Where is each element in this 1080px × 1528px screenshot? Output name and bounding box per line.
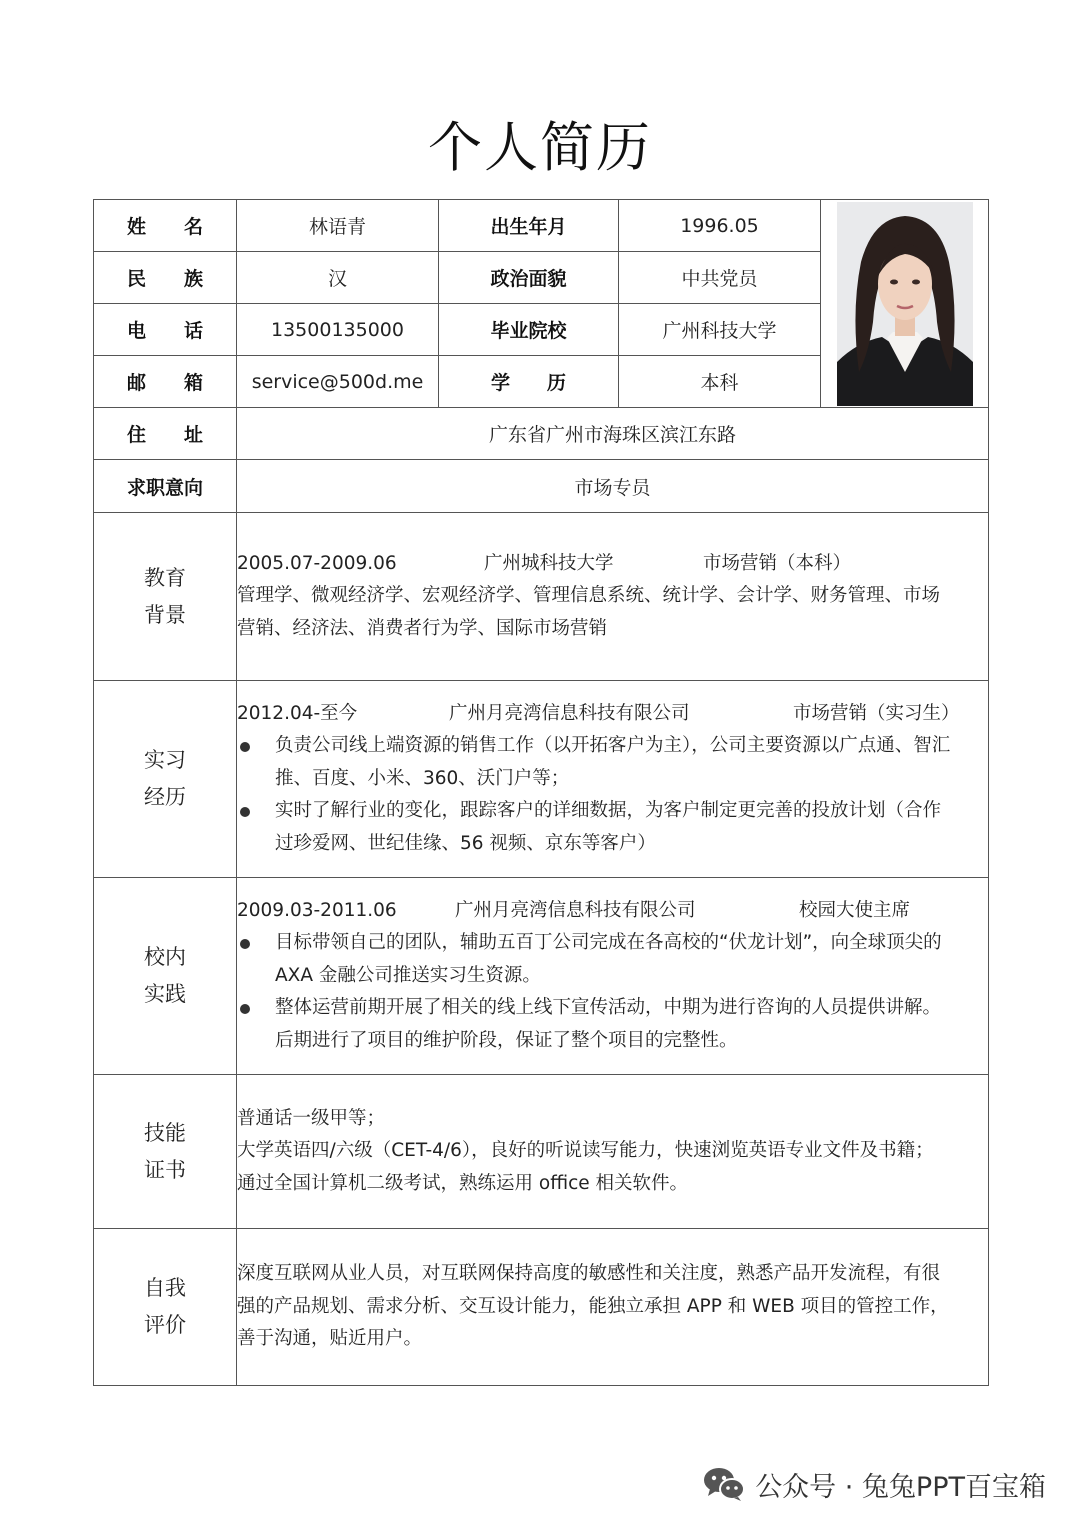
education-courses-2: 营销、经济法、消费者行为学、国际市场营销 <box>237 617 608 639</box>
row-address <box>94 408 989 460</box>
self-eval-line-3: 善于沟通，贴近用户。 <box>237 1328 423 1350</box>
campus-label-cell <box>94 878 237 1075</box>
education-body <box>237 513 989 681</box>
email-label-1: 邮 <box>127 372 147 394</box>
internship-label-cell <box>94 681 237 878</box>
address-label-cell <box>94 408 237 460</box>
political-value: 中共党员 <box>619 252 821 304</box>
phone-label-cell <box>94 304 237 356</box>
ethnic-label-cell <box>94 252 237 304</box>
wechat-icon <box>703 1466 745 1502</box>
ethnic-value: 汉 <box>237 252 439 304</box>
intent-label: 求职意向 <box>94 460 237 513</box>
internship-label-1: 实习 <box>144 748 186 772</box>
campus-label-1: 校内 <box>144 945 186 969</box>
education-courses-1: 管理学、微观经济学、宏观经济学、管理信息系统、统计学、会计学、财务管理、市场 <box>237 585 941 607</box>
internship-bullet-2-line-1: 实时了解行业的变化，跟踪客户的详细数据，为客户制定更完善的投放计划（合作 <box>275 800 942 822</box>
campus-org: 广州月亮湾信息科技有限公司 <box>455 899 696 921</box>
bullet-icon <box>237 992 275 1057</box>
ethnic-label-1: 民 <box>127 268 147 290</box>
self-eval-line-2: 强的产品规划、需求分析、交互设计能力，能独立承担 APP 和 WEB 项目的管控工作， <box>237 1295 949 1317</box>
degree-label-1: 学 <box>491 372 511 394</box>
address-label-1: 住 <box>127 424 147 446</box>
bullet-icon <box>237 730 275 795</box>
email-label-cell <box>94 356 237 408</box>
email-label-2: 箱 <box>183 372 203 394</box>
name-label-cell <box>94 200 237 252</box>
skills-label-1: 技能 <box>144 1120 186 1145</box>
internship-label-2: 经历 <box>144 785 186 809</box>
row-name <box>94 200 989 252</box>
ethnic-label-2: 族 <box>183 268 203 290</box>
footer-text: 公众号 · 兔兔PPT百宝箱 <box>755 1471 1046 1503</box>
self-eval-label-1: 自我 <box>144 1276 186 1300</box>
degree-label-2: 历 <box>546 372 566 394</box>
bullet-icon <box>237 927 275 992</box>
campus-bullet-1-line-2: AXA 金融公司推送实习生资源。 <box>275 964 541 986</box>
skills-line-1: 普通话一级甲等； <box>237 1107 386 1129</box>
phone-value: 13500135000 <box>237 304 439 356</box>
campus-bullet-2-line-1: 整体运营前期开展了相关的线上线下宣传活动，中期为进行咨询的人员提供讲解。 <box>275 997 942 1019</box>
education-period: 2005.07-2009.06 <box>237 552 397 574</box>
internship-period: 2012.04-至今 <box>237 702 358 724</box>
skills-label-2: 证书 <box>144 1157 186 1182</box>
education-label-2: 背景 <box>144 602 186 627</box>
school-value: 广州科技大学 <box>619 304 821 356</box>
bullet-icon <box>237 795 275 860</box>
campus-role: 校园大使主席 <box>799 899 911 921</box>
self-eval-label-cell <box>94 1229 237 1386</box>
internship-bullet-1-line-1: 负责公司线上端资源的销售工作（以开拓客户为主），公司主要资源以广点通、智汇 <box>275 735 951 757</box>
name-label-2: 名 <box>183 216 203 238</box>
name-label-1: 姓 <box>127 216 147 238</box>
campus-body <box>237 878 989 1075</box>
email-value: service@500d.me <box>237 356 439 408</box>
photo-cell <box>821 200 989 408</box>
page-title: 个人简历 <box>428 116 652 179</box>
education-label-cell <box>94 513 237 681</box>
internship-bullet-2-line-2: 过珍爱网、世纪佳缘、56 视频、京东等客户） <box>275 832 656 854</box>
campus-bullet <box>237 927 988 992</box>
campus-label-2: 实践 <box>144 982 186 1006</box>
degree-value: 本科 <box>619 356 821 408</box>
campus-period: 2009.03-2011.06 <box>237 899 397 921</box>
section-campus <box>94 878 989 1075</box>
campus-bullet <box>237 992 988 1057</box>
school-label: 毕业院校 <box>439 304 619 356</box>
section-skills <box>94 1075 989 1229</box>
internship-bullet <box>237 795 988 860</box>
self-eval-body <box>237 1229 989 1386</box>
intent-value: 市场专员 <box>237 460 989 513</box>
phone-label-2: 话 <box>183 320 203 342</box>
footer-watermark <box>703 1462 1046 1506</box>
phone-label-1: 电 <box>127 320 147 342</box>
birth-label: 出生年月 <box>439 200 619 252</box>
self-eval-line-1: 深度互联网从业人员，对互联网保持高度的敏感性和关注度，熟悉产品开发流程，有很 <box>237 1263 941 1285</box>
internship-bullet <box>237 730 988 795</box>
education-role: 市场营销（本科） <box>703 552 852 574</box>
resume-table <box>93 199 989 1386</box>
address-value: 广东省广州市海珠区滨江东路 <box>237 408 989 460</box>
internship-bullet-1-line-2: 推、百度、小米、360、沃门户等； <box>275 767 570 789</box>
address-label-2: 址 <box>183 424 203 446</box>
skills-line-2: 大学英语四/六级（CET-4/6），良好的听说读写能力，快速浏览英语专业文件及书籍； <box>237 1140 934 1162</box>
name-value: 林语青 <box>237 200 439 252</box>
skills-body <box>237 1075 989 1229</box>
campus-bullet-1-line-1: 目标带领自己的团队，辅助五百丁公司完成在各高校的“伏龙计划”，向全球顶尖的 <box>275 932 942 954</box>
skills-line-3: 通过全国计算机二级考试，熟练运用 office 相关软件。 <box>237 1172 689 1194</box>
section-self-eval <box>94 1229 989 1386</box>
section-internship <box>94 681 989 878</box>
internship-org: 广州月亮湾信息科技有限公司 <box>449 702 690 724</box>
skills-label-cell <box>94 1075 237 1229</box>
degree-label-cell <box>439 356 619 408</box>
row-intent <box>94 460 989 513</box>
birth-value: 1996.05 <box>619 200 821 252</box>
education-org: 广州城科技大学 <box>484 552 614 574</box>
internship-role: 市场营销（实习生） <box>793 702 960 724</box>
campus-bullet-2-line-2: 后期进行了项目的维护阶段，保证了整个项目的完整性。 <box>275 1029 738 1051</box>
education-label-1: 教育 <box>144 565 186 590</box>
internship-body <box>237 681 989 878</box>
political-label: 政治面貌 <box>439 252 619 304</box>
profile-photo <box>837 202 973 406</box>
section-education <box>94 513 989 681</box>
self-eval-label-2: 评价 <box>144 1313 186 1337</box>
